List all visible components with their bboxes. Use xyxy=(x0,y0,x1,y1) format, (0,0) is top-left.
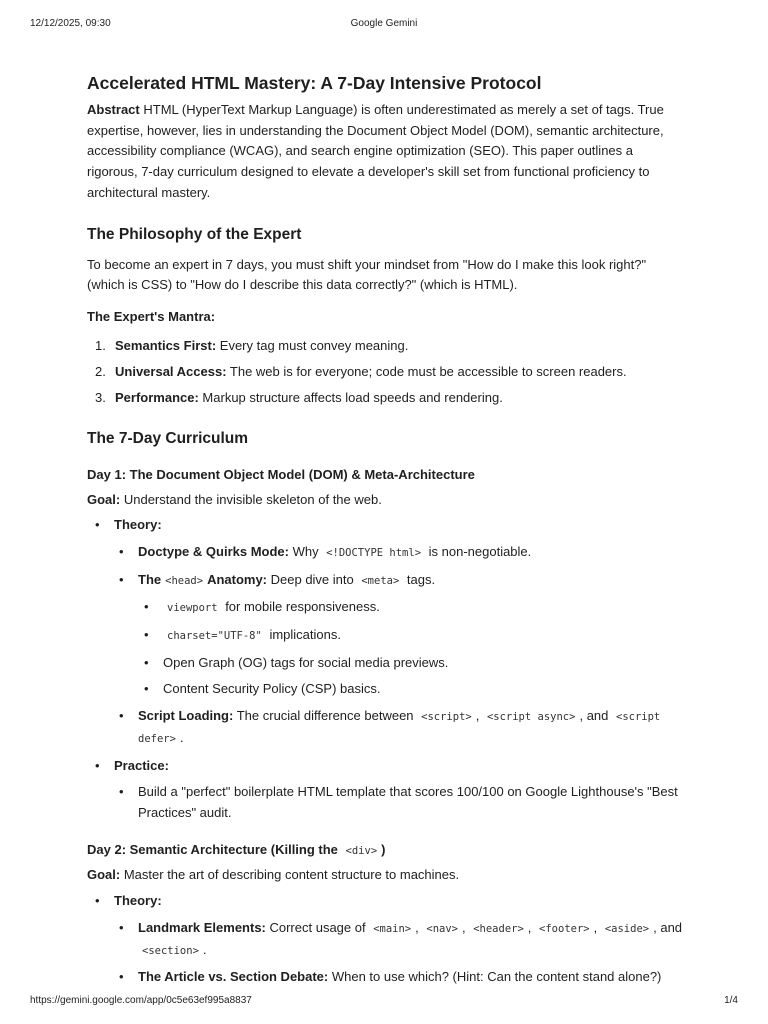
csp-text: Content Security Policy (CSP) basics. xyxy=(163,681,381,697)
sep: , xyxy=(415,919,423,935)
bullet-icon: • xyxy=(144,681,149,697)
day1-heading: Day 1: The Document Object Model (DOM) & Meta-Architecture xyxy=(87,466,475,482)
document-body xyxy=(87,72,687,988)
script-sep: , and xyxy=(579,708,612,724)
day2-heading xyxy=(87,840,687,862)
script-sep: , xyxy=(475,708,483,724)
mantra-item xyxy=(87,333,687,359)
sep: , xyxy=(593,919,601,935)
sep: , xyxy=(653,919,661,935)
practice-label: Practice: xyxy=(114,757,169,773)
div-code: <div> xyxy=(345,844,378,857)
viewport-item xyxy=(144,597,687,619)
bullet-icon: • xyxy=(119,969,124,985)
mantra-list xyxy=(87,333,687,412)
goal-label: Goal: xyxy=(87,491,121,507)
article-text: When to use which? (Hint: Can the content stand alone?) xyxy=(328,969,662,985)
sep: , xyxy=(527,919,536,935)
list-number: 1. xyxy=(95,337,106,353)
bullet-icon: • xyxy=(95,517,100,533)
landmark-pre: Correct usage of xyxy=(265,919,370,935)
mantra-label: Performance: xyxy=(115,390,199,406)
script-async-code: <script async> xyxy=(486,711,576,724)
print-url: https://gemini.google.com/app/0c5e63ef995a8837 xyxy=(30,995,252,1006)
article-label: The Article vs. Section Debate: xyxy=(138,969,329,985)
viewport-code: viewport xyxy=(167,602,218,615)
section-code: <section> xyxy=(142,944,199,957)
og-item xyxy=(144,653,687,674)
sep: , xyxy=(461,919,470,935)
head-label-b: Anatomy: xyxy=(207,571,268,587)
bullet-icon: • xyxy=(144,599,149,615)
doctype-label: Doctype & Quirks Mode: xyxy=(138,543,289,559)
mantra-text: Every tag must convey meaning. xyxy=(216,337,409,353)
bullet-icon: • xyxy=(119,571,124,587)
header-code: <header> xyxy=(473,922,524,935)
doctype-item xyxy=(119,542,687,564)
main-code: <main> xyxy=(373,922,412,935)
bullet-icon: • xyxy=(95,893,100,909)
head-code: <head> xyxy=(165,574,204,587)
landmark-post: . xyxy=(202,941,207,957)
article-section-item xyxy=(119,967,687,988)
list-number: 2. xyxy=(95,364,106,380)
csp-item xyxy=(144,679,687,700)
script-pre: The crucial difference between xyxy=(233,708,418,724)
landmark-label: Landmark Elements: xyxy=(138,919,266,935)
philosophy-paragraph: To become an expert in 7 days, you must shift your mindset from "How do I make this look right?" (which is CSS) to "How do I describe this data correctly?" (which is HTML). xyxy=(87,256,647,293)
mantra-item xyxy=(87,359,687,385)
mantra-item xyxy=(87,385,687,411)
viewport-text: for mobile responsiveness. xyxy=(221,599,380,615)
head-post: tags. xyxy=(403,571,436,587)
and-text: and xyxy=(660,919,683,935)
bullet-icon: • xyxy=(119,919,124,935)
script-loading-item xyxy=(119,706,687,749)
charset-item xyxy=(144,625,687,647)
mantra-text: The web is for everyone; code must be accessible to screen readers. xyxy=(226,364,627,380)
day1-practice-item xyxy=(95,756,687,777)
meta-code: <meta> xyxy=(361,574,400,587)
goal-label: Goal: xyxy=(87,867,121,883)
day1-goal xyxy=(87,490,687,511)
practice-text: Build a "perfect" boilerplate HTML template that scores 100/100 on Google Lighthouse's "Best Practices" audit. xyxy=(138,784,678,820)
bullet-icon: • xyxy=(144,654,149,670)
theory-label: Theory: xyxy=(114,517,162,533)
bullet-icon: • xyxy=(119,708,124,724)
script-post: . xyxy=(179,729,184,745)
mantra-text: Markup structure affects load speeds and rendering. xyxy=(198,390,503,406)
head-pre: Deep dive into xyxy=(267,571,358,587)
head-anatomy-item xyxy=(119,570,687,592)
charset-text: implications. xyxy=(265,627,341,643)
print-page-number: 1/4 xyxy=(724,995,738,1006)
doctype-code: <!DOCTYPE html> xyxy=(326,546,422,559)
day2-theory-item xyxy=(95,891,687,912)
bullet-icon: • xyxy=(95,757,100,773)
abstract-paragraph xyxy=(87,100,687,204)
day2-goal xyxy=(87,865,687,886)
og-text: Open Graph (OG) tags for social media previews. xyxy=(163,654,449,670)
mantra-heading: The Expert's Mantra: xyxy=(87,308,216,324)
theory-label: Theory: xyxy=(114,893,162,909)
goal-text: Understand the invisible skeleton of the web. xyxy=(120,491,382,507)
print-page-title: Google Gemini xyxy=(350,18,418,29)
bullet-icon: • xyxy=(144,627,149,643)
day2-heading-pre: Day 2: Semantic Architecture (Killing the xyxy=(87,841,342,857)
doctype-post: is non-negotiable. xyxy=(425,543,532,559)
charset-code: charset="UTF-8" xyxy=(167,630,262,643)
doctype-pre: Why xyxy=(288,543,323,559)
footer-code: <footer> xyxy=(539,922,590,935)
print-datetime: 12/12/2025, 09:30 xyxy=(30,18,111,29)
head-label-a: The xyxy=(138,571,162,587)
philosophy-heading: The Philosophy of the Expert xyxy=(87,225,302,243)
list-number: 3. xyxy=(95,390,106,406)
aside-code: <aside> xyxy=(604,922,650,935)
abstract-label: Abstract xyxy=(87,102,140,117)
mantra-label: Semantics First: xyxy=(115,337,217,353)
script-defer-code: <script defer> xyxy=(138,711,661,745)
goal-text: Master the art of describing content structure to machines. xyxy=(120,867,460,883)
script-label: Script Loading: xyxy=(138,708,234,724)
script-code: <script> xyxy=(421,711,472,724)
bullet-icon: • xyxy=(119,784,124,800)
curriculum-heading: The 7-Day Curriculum xyxy=(87,429,249,447)
abstract-text: HTML (HyperText Markup Language) is often underestimated as merely a set of tags. True expertise, however, lies in understanding the Document Object Model (DOM), semantic architecture, accessibility compliance (WCAG), and search engine optimization (SEO). This paper outlines a rigorous, 7-day curriculum designed to elevate a developer's skill set from functional proficiency to architectural mastery. xyxy=(87,102,664,200)
mantra-label: Universal Access: xyxy=(115,364,227,380)
nav-code: <nav> xyxy=(426,922,458,935)
bullet-icon: • xyxy=(119,543,124,559)
day1-theory-item xyxy=(95,515,687,536)
day2-heading-post: ) xyxy=(381,841,386,857)
practice-task-item xyxy=(119,782,687,823)
landmark-item xyxy=(119,918,687,961)
document-title: Accelerated HTML Mastery: A 7-Day Intensive Protocol xyxy=(87,73,542,93)
